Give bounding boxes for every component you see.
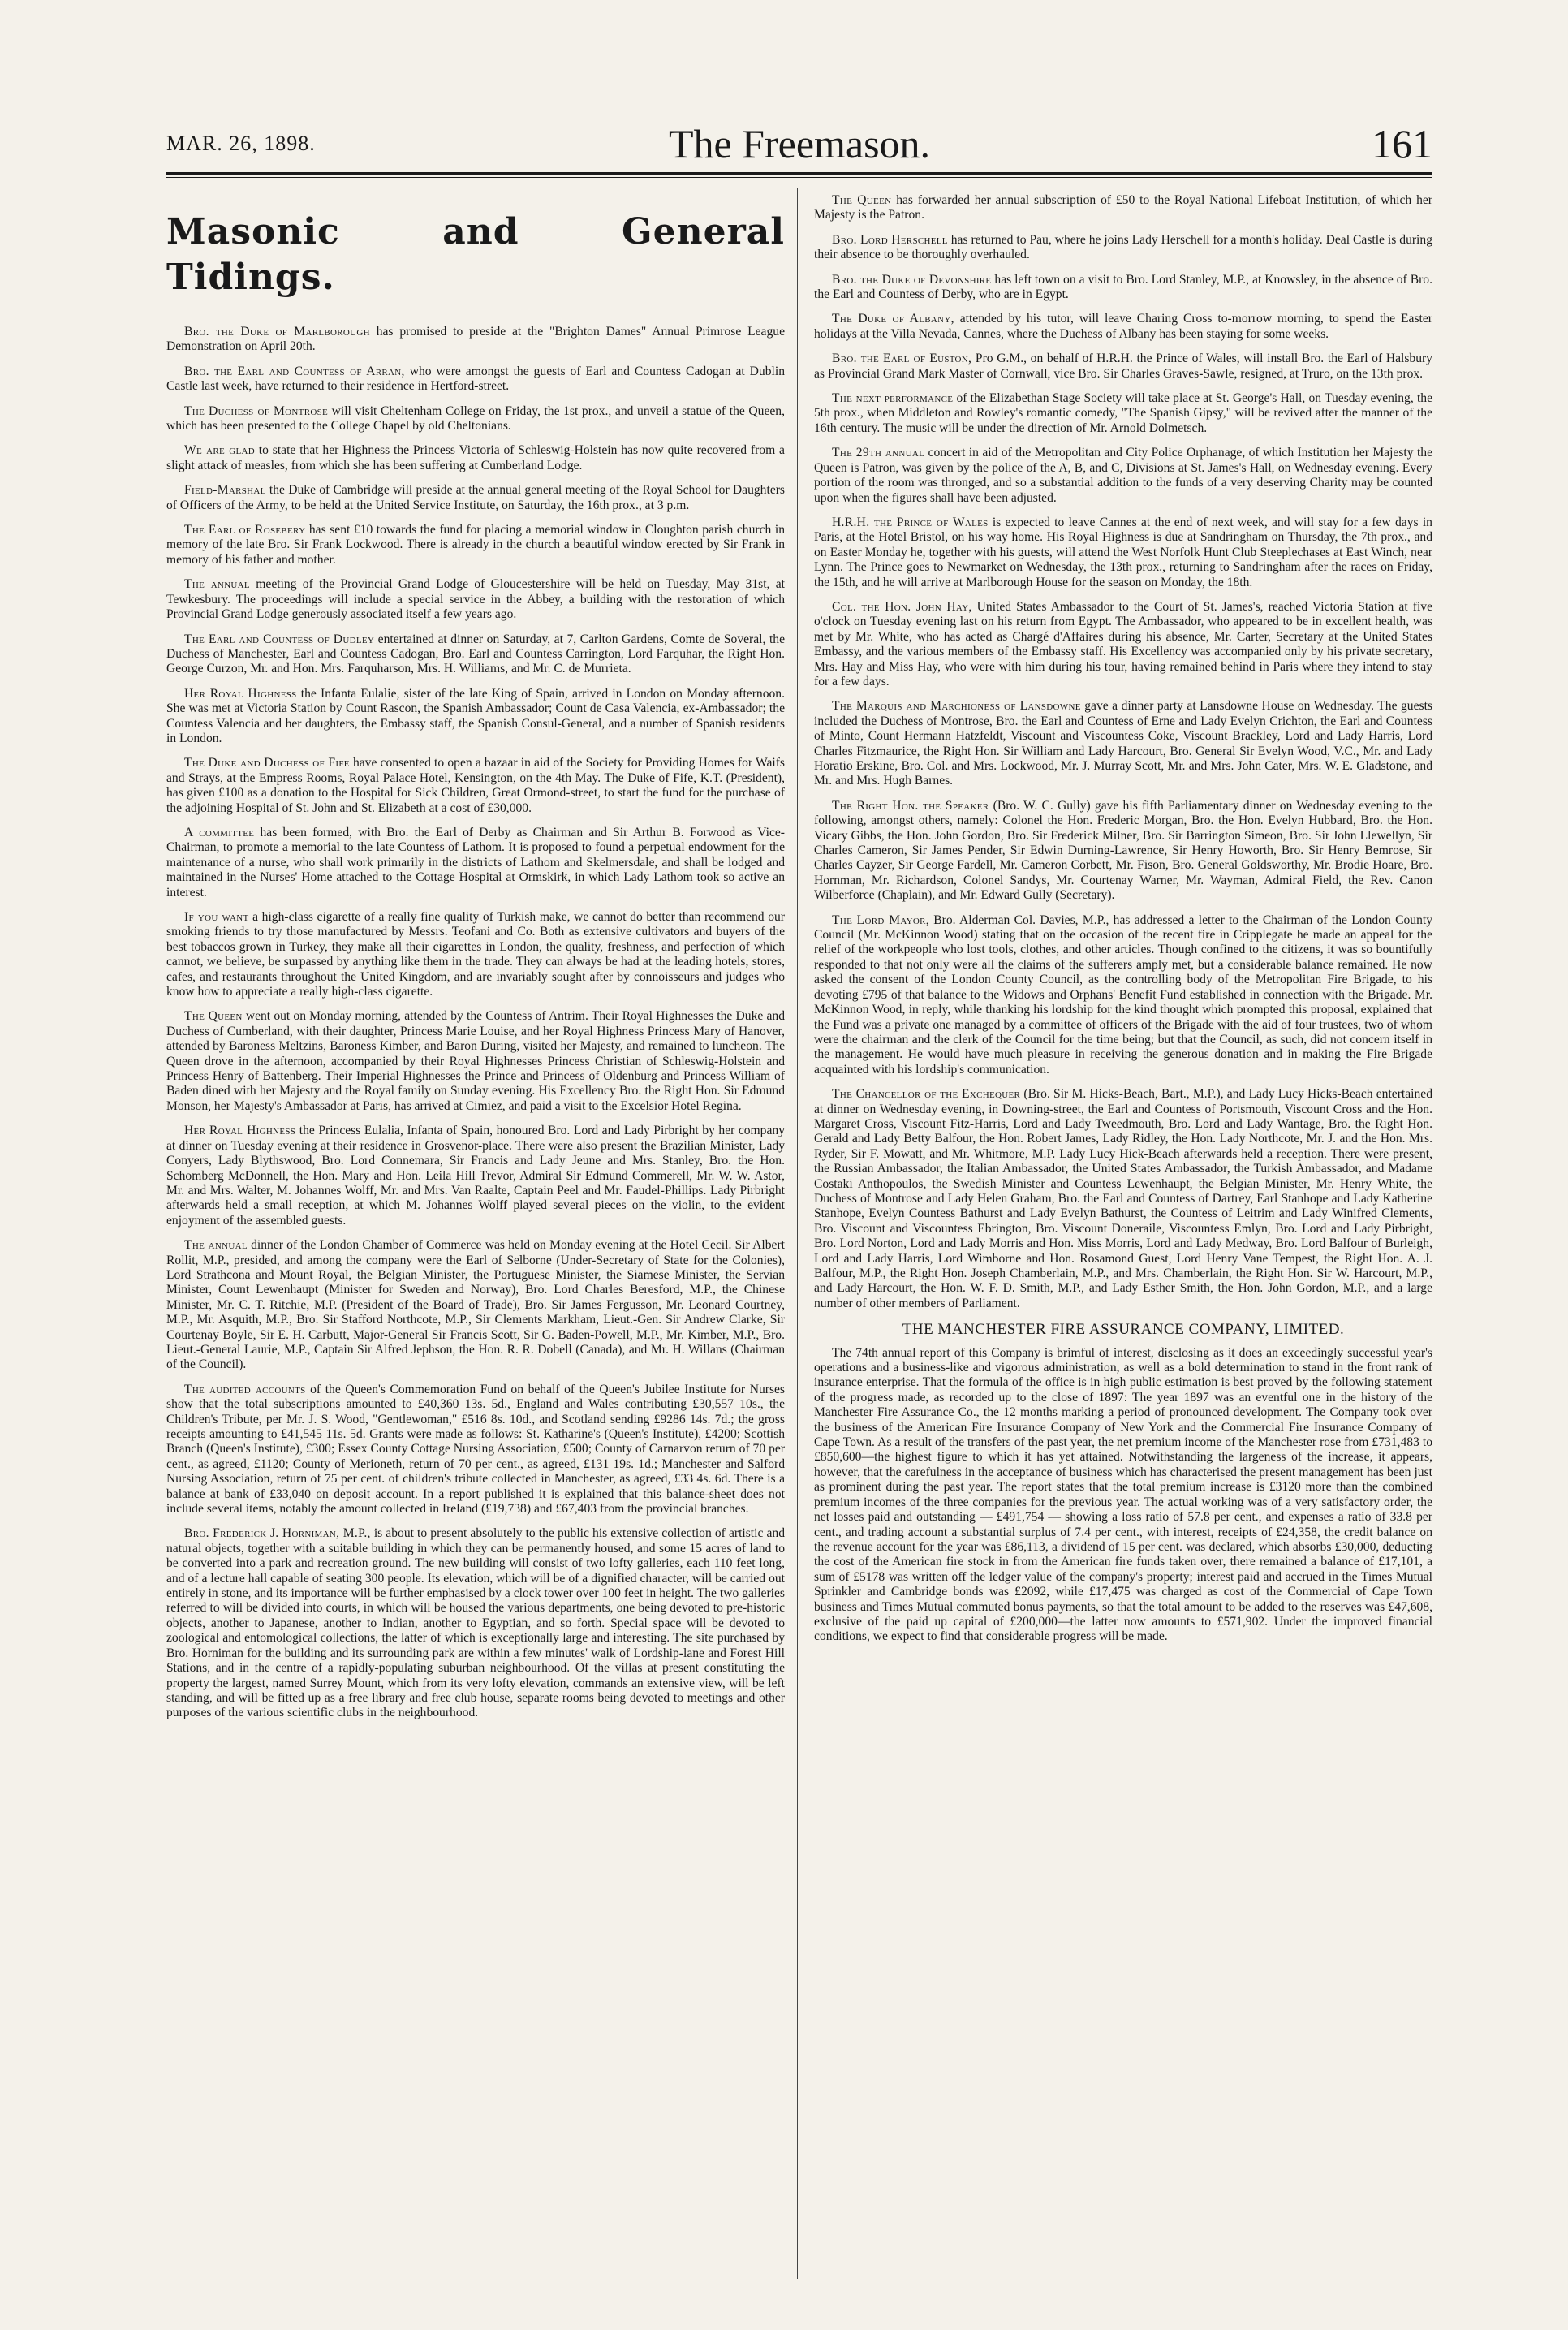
news-item bbox=[166, 910, 785, 999]
header-rule-thin bbox=[166, 177, 1432, 178]
news-item-lead: The Queen bbox=[832, 193, 892, 207]
news-item-lead: The Queen bbox=[184, 1009, 243, 1024]
news-item bbox=[166, 483, 785, 513]
left-column bbox=[166, 193, 785, 1731]
news-item-lead: The next performance bbox=[832, 391, 954, 406]
news-item-lead: Bro. Frederick J. Horniman, M.P., bbox=[184, 1526, 371, 1541]
news-item bbox=[814, 312, 1432, 342]
news-item bbox=[166, 756, 785, 816]
publication-title: The Freemason. bbox=[668, 121, 931, 166]
news-item bbox=[166, 826, 785, 900]
news-item bbox=[814, 233, 1432, 263]
news-item-body: Bro. Alderman Col. Davies, M.P., has addressed a letter to the Chairman of the London County Council (Mr. McKinnon Wood) stating that on the occasion of the recent fire in Cripplegate he made an appeal for the relief of the workpeople who lost tools, clothes, and other articles. Though confined to the citizens, it was so bountifully responded to that not only were all the claims of the sufferers amply met, but a considerable balance remained. He now asked the consent of the London County Council, as the controlling body of the Metropolitan Fire Brigade, to his devoting £795 of that balance to the Widows and Orphans' Benefit Fund established in connection with the Brigade. Mr. McKinnon Wood, in reply, while thanking his lordship for the kind thought which prompted this proposal, explained that the Fund was a private one managed by a committee of officers of the Brigade with the aid of four trustees, two of whom were the chairman and the clerk of the Council for the time being; but that the Council, as such, did not concern itself in the management. He would have much pleasure in receiving the generous donation and in making the Fire Brigade acquainted with his lordship's communication. bbox=[814, 913, 1432, 1077]
news-item bbox=[166, 325, 785, 355]
news-item bbox=[166, 1383, 785, 1517]
company-report-paragraph: The 74th annual report of this Company is brimful of interest, disclosing as it does an exceedingly successful year's operations and a business-like and vigorous administration, as well as a bold determination to stand in the front rank of insurance enterprise. That the formula of the office is in high public estimation is best proved by the following statement of the progress made, as recorded up to the close of 1897: The year 1897 was an eventful one in the history of the Manchester Fire Assurance Co., the 12 months marking a period of pronounced development. The Company took over the business of the American Fire Insurance Company of New York and the Commercial Fire Insurance Company of Cape Town. As a result of the transfers of the past year, the net premium income of the Manchester rose from £731,483 to £850,600—the highest figure to which it has yet attained. Notwithstanding the largeness of the increase, it appears, however, that the carefulness in the acceptance of business which has characterised the present management has been just as prominent during the past year. The report states that the total premium increase is £3120 more than the combined premium incomes of the three companies for the previous year. The actual working was of a very satisfactory order, the net losses paid and outstanding — £491,754 — showing a loss ratio of 57.8 per cent., and expenses a ratio of 33.8 per cent., and trading account a substantial surplus of 7.4 per cent., with interest, receipts of £24,358, the credit balance on the revenue account for the year was £86,113, a dividend of 15 per cent. was declared, which absorbs £30,000, deducting the cost of the American fire stock in from the American fire funds taken over, there remained a balance of £17,101, a sum of £5178 was written off the ledger value of the company's property; interest paid and accrued in the Times Mutual Sprinkler and Cambridge bonds was £2092, while £17,475 was charged as cost of the Commercial of Cape Town business and Times Mutual commuted bonus payments, so that the total amount to be added to the reserves was £47,608, exclusive of the paid up capital of £200,000—the latter now amounts to £571,902. Under the improved financial conditions, we expect to find that considerable progress will be made. bbox=[814, 1345, 1432, 1644]
news-item bbox=[814, 1087, 1432, 1311]
news-item-body: has forwarded her annual subscription of £50 to the Royal National Lifeboat Institution, of which her Majesty is the Patron. bbox=[814, 193, 1432, 222]
news-item-body: has promised to preside at the "Brighton Dames" Annual Primrose League Demonstration on April 20th. bbox=[166, 325, 785, 354]
news-item-lead: The annual bbox=[184, 577, 250, 592]
news-item-body: the Duke of Cambridge will preside at the annual general meeting of the Royal School for Daughters of Officers of the Army, to be held at the United Service Institute, on Saturday, the 16th prox., at 3 p.m. bbox=[166, 483, 785, 512]
news-item-lead: Bro. Lord Herschell bbox=[832, 232, 948, 247]
news-item-lead: The Duchess of Montrose bbox=[184, 403, 329, 418]
news-item-body: of the Elizabethan Stage Society will take place at St. George's Hall, on Tuesday evening, the 5th prox., when Middleton and Rowley's romantic comedy, "The Spanish Gipsy," will be revived after the manner of the 16th century. The music will be under the direction of Mr. Arnold Dolmetsch. bbox=[814, 391, 1432, 435]
news-item bbox=[814, 352, 1432, 382]
news-item bbox=[814, 799, 1432, 904]
news-item-lead: Bro. the Earl and Countess of Arran, bbox=[184, 364, 405, 378]
news-item-body: is about to present absolutely to the public his extensive collection of artistic and natural objects, together with a suitable building in which they can be permanently housed, and some 15 acres of land to be converted into a park and recreation ground. The new building will consist of two lofty galleries, each 110 feet long, and of a lecture hall capable of seating 300 people. Its elevation, which will be of a dignified character, will be carried out entirely in stone, and its importance will be further emphasised by a clock tower over 100 feet in height. The two galleries referred to will be divided into courts, in which will be housed the various departments, one being devoted to pre-historic objects, another to Japanese, another to Indian, another to Egyptian, and so forth. Special space will be devoted to zoological and entomological collections, the latter of which is exceptionally large and interesting. The site purchased by Bro. Horniman for the building and its surrounding park are within a few minutes' walk of Lordship-lane and Forest Hill Stations, and in the centre of a rapidly-populating suburban neighbourhood. Of the villas at present constituting the property the largest, named Surrey Mount, which from its very lofty elevation, commands an extensive view, will be left standing, and will be fitted up as a free library and free club house, separate rooms being devoted to meetings and other purposes of the various scientific clubs in the neighbourhood. bbox=[166, 1526, 785, 1720]
news-item-lead: The Earl and Countess of Dudley bbox=[184, 632, 375, 646]
news-item-lead: Col. the Hon. John Hay, bbox=[832, 599, 972, 614]
news-item-body: concert in aid of the Metropolitan and City Police Orphanage, of which Institution her Majesty the Queen is Patron, was given by the police of the A, B, and C, Divisions at St. James's Hall, on Wednesday evening. Every portion of the room was thronged, and so a substantial addition to the funds of a very deserving Charity may be counted upon when the figures shall have been adjusted. bbox=[814, 446, 1432, 505]
news-item-body: dinner of the London Chamber of Commerce was held on Monday evening at the Hotel Cecil. Sir Albert Rollit, M.P., presided, and among the company were the Earl of Selborne (Under-Secretary of State for the Colonies), Lord Strathcona and Mount Royal, the Belgian Minister, the Portuguese Minister, the Siamese Minister, the Servian Minister, Count Lewenhaupt (Minister for Sweden and Norway), Bro. Lord Charles Beresford, M.P., the Chinese Minister, Mr. C. T. Ritchie, M.P. (President of the Board of Trade), Bro. Sir James Fergusson, Mr. Leonard Courtney, M.P., Mr. Asquith, M.P., Bro. Sir Stafford Northcote, M.P., Sir Clements Markham, Lieut.-Gen. Sir Andrew Clarke, Sir Courtenay Boyle, Sir E. H. Carbutt, Major-General Sir Francis Scott, Sir G. Baden-Powell, M.P., Mr. Kimber, M.P., Bro. Lieut.-General Laurie, M.P., Captain Sir Alfred Jephson, the Hon. R. R. Dobell (Canada), and Mr. H. Willans (Chairman of the Council). bbox=[166, 1238, 785, 1372]
news-item bbox=[814, 913, 1432, 1077]
news-item-lead: Bro. the Earl of Euston, bbox=[832, 352, 972, 366]
news-item bbox=[814, 600, 1432, 689]
news-item-lead: Field-Marshal bbox=[184, 483, 266, 498]
news-item-body: (Bro. W. C. Gully) gave his fifth Parliamentary dinner on Wednesday evening to the following, amongst others, namely: Colonel the Hon. Frederic Morgan, Bro. the Hon. Evelyn Hubbard, Bro. the Hon. Vicary Gibbs, the Hon. John Gordon, Bro. Sir Frederick Milner, Bro. Sir Barrington Simeon, Bro. Sir John Llewellyn, Sir Charles Cameron, Sir James Pender, Sir Edwin Durning-Lawrence, Sir Henry Howorth, Bro. Sir Henry Bemrose, Sir Charles Cayzer, Sir George Fardell, Mr. Cameron Corbett, Mr. Fison, Bro. General Goldsworthy, Mr. Brodie Hoare, Bro. Hornman, Mr. Richardson, Colonel Sandys, Mr. Courtenay Warner, Mr. Wayman, Admiral Field, the Rev. Canon Wilberforce (Chaplain), and Mr. Edward Gully (Secretary). bbox=[814, 798, 1432, 903]
news-item-body: has been formed, with Bro. the Earl of Derby as Chairman and Sir Arthur B. Forwood as Vice-Chairman, to promote a memorial to the late Countess of Lathom. It is proposed to found a perpetual endowment for the maintenance of a nurse, who shall work primarily in the districts of Lathom and Skelmersdale, and shall be lodged and maintained in the Nurses' Home attached to the Cottage Hospital at Ormskirk, in which Lady Lathom took so active an interest. bbox=[166, 825, 785, 900]
news-item-body: has sent £10 towards the fund for placing a memorial window in Cloughton parish church in memory of the late Bro. Sir Frank Lockwood. There is already in the church a beautiful window erected by Sir Frank in memory of his father and mother. bbox=[166, 523, 785, 567]
right-column-articles bbox=[814, 193, 1432, 1311]
news-item-body: have consented to open a bazaar in aid of the Society for Providing Homes for Waifs and Strays, at the Empress Rooms, Royal Palace Hotel, Kensington, on the 4th May. The Duke of Fife, K.T. (President), has given £100 as a donation to the Hospital for Sick Children, Great Ormond-street, to start the fund for the purchase of the adjoining Hospital of St. John and St. Elizabeth at a cost of £30,000. bbox=[166, 756, 785, 815]
news-item-lead: The Earl of Rosebery bbox=[184, 523, 306, 537]
news-item bbox=[814, 391, 1432, 436]
page-number: 161 bbox=[1372, 121, 1432, 166]
news-item-body: Pro G.M., on behalf of H.R.H. the Prince of Wales, will install Bro. the Earl of Halsbury as Provincial Grand Mark Master of Cornwall, vice Bro. Sir Charles Graves-Sawle, resigned, at Truro, on the 13th prox. bbox=[814, 352, 1432, 381]
news-item bbox=[814, 446, 1432, 506]
news-item bbox=[814, 516, 1432, 590]
news-item-lead: The annual bbox=[184, 1238, 248, 1253]
news-item-lead: The Duke of Albany, bbox=[832, 312, 954, 326]
news-item-lead: The audited accounts bbox=[184, 1382, 306, 1396]
news-item bbox=[166, 632, 785, 677]
news-item bbox=[814, 193, 1432, 223]
news-item-lead: If you want bbox=[184, 910, 249, 924]
news-item-body: the Infanta Eulalie, sister of the late King of Spain, arrived in London on Monday afternoon. She was met at Victoria Station by Count Rascon, the Spanish Ambassador; Count de Casa Valencia, ex-Ambassador; the Countess Valencia and her daughters, the Embassy staff, the Spanish Consul-General, and a number of Spanish residents in London. bbox=[166, 686, 785, 745]
news-item-body: went out on Monday morning, attended by the Countess of Antrim. Their Royal Highnesses the Duke and Duchess of Cumberland, with their daughter, Princess Marie Louise, and her Royal Highness Princess Mary of Hanover, attended by Baroness Meltzins, Baroness Kimber, and Baron During, visited her Majesty, and remained to luncheon. The Queen drove in the afternoon, accompanied by their Royal Highnesses Princess Christian of Schleswig-Holstein and Princess Henry of Battenberg. Their Imperial Highnesses the Prince and Princess of Oldenburg and Princess William of Baden dined with her Majesty and the Royal family on Sunday evening. His Excellency Bro. the Right Hon. Sir Edmund Monson, her Majesty's Ambassador at Paris, has arrived at Cimiez, and paid a visit to the Excelsior Hotel Regina. bbox=[166, 1009, 785, 1113]
left-column-articles bbox=[166, 325, 785, 1721]
news-item bbox=[166, 1124, 785, 1228]
news-item-body: of the Queen's Commemoration Fund on behalf of the Queen's Jubilee Institute for Nurses show that the total subscriptions amounted to £40,360 13s. 5d., England and Wales contributing £30,557 10s., the Children's Tribute, per Mr. J. S. Wood, "Gentlewoman," £516 8s. 10d., and Scotland sending £9286 14s. 7d.; the gross receipts amounting to £41,545 11s. 5d. Grants were made as follows: St. Katharine's (Queen's Institute), £4200; Scottish Branch (Queen's Institute), £300; Essex County Cottage Nursing Association, £500; County of Carnarvon return of 70 per cent., as agreed, £1120; County of Merioneth, return of 70 per cent., as agreed, £131 19s. 1d.; Manchester and Salford Nursing Association, return of 75 per cent. of children's tribute collected in Manchester, as agreed, £33 4s. 6d. There is a balance at bank of £33,040 on deposit account. In a report published it is explained that this balance-sheet does not include several items, notably the amount collected in Ireland (£19,738) and £67,403 from the provincial branches. bbox=[166, 1382, 786, 1517]
news-item-body: has returned to Pau, where he joins Lady Herschell for a month's holiday. Deal Castle is during their absence to be thoroughly overhauled. bbox=[814, 232, 1432, 262]
news-item-body: meeting of the Provincial Grand Lodge of Gloucestershire will be held on Tuesday, May 31st, at Tewkesbury. The proceedings will include a special service in the Abbey, a building with the restoration of which Provincial Grand Lodge generously associated itself a few years ago. bbox=[166, 577, 785, 622]
news-item-lead: We are glad bbox=[184, 443, 255, 458]
news-item-body: gave a dinner party at Lansdowne House on Wednesday. The guests included the Duchess of Montrose, Bro. the Earl and Countess of Erne and Lady Evelyn Crichton, the Earl and Countess of Minto, Count Hermann Hatzfeldt, Viscount and Viscountess Coke, Viscount Brackley, Lord and Lady Harris, Lord Charles Fitzmaurice, the Right Hon. Sir William and Lady Harcourt, Bro. General Sir Evelyn Wood, V.C., Mr. and Lady Horatio Erskine, Bro. Col. and Mrs. Lockwood, Mr. J. Murray Scott, Mr. and Mrs. John Cater, Mrs. W. E. Gladstone, and Mr. and Mrs. Hugh Barnes. bbox=[814, 699, 1432, 788]
news-item bbox=[166, 1009, 785, 1114]
news-item-body: is expected to leave Cannes at the end of next week, and will stay for a few days in Paris, at the Hotel Bristol, on his way home. His Royal Highness is due at Sandringham on Thursday, the 7th prox., and on Easter Monday he, together with his guests, will attend the West Norfolk Hunt Club Steeplechases at East Winch, near Lynn. The Prince goes to Newmarket on Wednesday, the 13th prox., returning to Sandringham after the races on Friday, the 15th, and he will arrive at Marlborough House for the season on Monday, the 18th. bbox=[814, 515, 1432, 589]
news-item bbox=[166, 687, 785, 747]
news-item-lead: Her Royal Highness bbox=[184, 1124, 296, 1138]
section-title: Masonic and General Tidings. bbox=[166, 211, 785, 298]
news-item bbox=[166, 523, 785, 567]
issue-date: MAR. 26, 1898. bbox=[166, 132, 316, 155]
news-item-lead: The Right Hon. the Speaker bbox=[832, 798, 989, 813]
header-rule-thick bbox=[166, 172, 1432, 175]
news-item-body: a high-class cigarette of a really fine quality of Turkish make, we cannot do better than recommend our smoking friends to try those manufactured by Messrs. Teofani and Co. Both as extensive cultivators and buyers of the best tobaccos grown in Turkey, they make all their cigarettes in London, the quality, freshness, and perfection of which cannot, we believe, be surpassed by anything like them in the trade. They can always be had at the leading hotels, stores, cafes, and restaurants throughout the United Kingdom, and are invariably sought after by connoisseurs and judges who know how to appreciate a really high-class cigarette. bbox=[166, 910, 786, 999]
news-item-lead: Bro. the Duke of Devonshire bbox=[832, 272, 992, 287]
news-item-lead: The 29th annual bbox=[832, 446, 925, 460]
column-divider bbox=[797, 188, 798, 2279]
news-item-body: United States Ambassador to the Court of St. James's, reached Victoria Station at five o'clock on Tuesday evening last on his return from Egypt. The Ambassador, who appeared to be in excellent health, was met by Mr. White, who has acted as Chargé d'Affaires during his absence, Mr. Carter, Secretary at the United States Embassy, and the various members of the Embassy staff. His Excellency was accompanied only by his private secretary, Mrs. Hay and Miss Hay, who were with him during his tour, having remained behind in Paris where they intend to stay for a few days. bbox=[814, 599, 1432, 688]
news-item-lead: H.R.H. the Prince of Wales bbox=[832, 515, 989, 529]
news-item-body: (Bro. Sir M. Hicks-Beach, Bart., M.P.), and Lady Lucy Hicks-Beach entertained at dinner on Wednesday evening, in Downing-street, the Earl and Countess of Portsmouth, Viscount Cross and the Hon. Margaret Cross, Viscount Fitz-Harris, Lord and Lady Tweedmouth, Bro. Lord and Lady Wantage, Bro. the Right Hon. Gerald and Lady Betty Balfour, the Hon. Robert James, Lady Ridley, the Hon. Lady Northcote, Mr. J. and the Hon. Mrs. Ryder, Sir F. Mowatt, and Mr. Whitmore, M.P. Lady Lucy Hick-Beach afterwards held a reception. There were present, the Russian Ambassador, the Italian Ambassador, the United States Ambassador, the Turkish Ambassador, and Madame Costaki Anthopoulos, the Swedish Minister and Countess Lewenhaupt, the Belgian Minister, Mr. Henry White, the Duchess of Montrose and Lady Helen Graham, Bro. the Earl and Countess of Dartrey, Earl Stanhope and Lady Katherine Stanhope, Evelyn Countess Bathurst and Lady Evelyn Bathurst, the Countess of Leitrim and Lady Winifred Clements, Bro. Viscount and Viscountess Ebrington, Bro. Viscount Doneraile, Viscountess Emlyn, Bro. Lord and Lady Pirbright, Bro. Lord Norton, Lord and Lady Morris and Hon. Miss Morris, Lord and Lady Medway, Bro. Lord Balfour of Burleigh, Lord and Lady Harris, Lord Wimborne and Hon. Rosamond Guest, Lord Henry Vane Tempest, the Right Hon. A. J. Balfour, M.P., the Right Hon. Joseph Chamberlain, M.P., and Mrs. Chamberlain, the Right Hon. Sir W. Harcourt, M.P., and Lady Harcourt, the Hon. W. F. D. Smith, M.P., and Lady Esther Smith, the Hon. John Gordon, M.P., and a large number of other members of Parliament. bbox=[814, 1087, 1433, 1310]
news-item-lead: Her Royal Highness bbox=[184, 686, 297, 701]
news-item bbox=[166, 1526, 785, 1720]
news-item-body: to state that her Highness the Princess Victoria of Schleswig-Holstein has now quite recovered from a slight attack of measles, from which she has been suffering at Cumberland Lodge. bbox=[166, 443, 785, 472]
news-item bbox=[166, 443, 785, 473]
news-item bbox=[814, 273, 1432, 303]
news-item-lead: A committee bbox=[184, 825, 255, 839]
news-item-body: attended by his tutor, will leave Charing Cross to-morrow morning, to spend the Easter holidays at the Villa Nevada, Cannes, where the Duchess of Albany has been staying for some weeks. bbox=[814, 312, 1432, 341]
news-item bbox=[166, 577, 785, 622]
article-subhead: THE MANCHESTER FIRE ASSURANCE COMPANY, LIMITED. bbox=[902, 1321, 1345, 1339]
page-header bbox=[166, 120, 1432, 169]
news-item bbox=[814, 699, 1432, 788]
right-column bbox=[814, 193, 1432, 1655]
news-item-body: will visit Cheltenham College on Friday, the 1st prox., and unveil a statue of the Queen, which has been presented to the College Chapel by old Cheltonians. bbox=[166, 403, 785, 434]
news-item-lead: The Duke and Duchess of Fife bbox=[184, 756, 350, 770]
news-item-lead: The Marquis and Marchioness of Lansdowne bbox=[832, 699, 1081, 714]
news-item bbox=[166, 365, 785, 395]
news-item-body: entertained at dinner on Saturday, at 7, Carlton Gardens, Comte de Soveral, the Duchess of Manchester, Earl and Countess Cadogan, Bro. Earl and Countess Carrington, Lord Farquhar, the Right Hon. George Curzon, Mr. and Hon. Mrs. Farquharson, Mrs. H. Williams, and Mr. C. de Murrieta. bbox=[166, 632, 785, 676]
news-item bbox=[166, 1238, 785, 1373]
news-item-lead: The Lord Mayor, bbox=[832, 913, 929, 927]
news-item bbox=[166, 404, 785, 434]
news-item-body: the Princess Eulalia, Infanta of Spain, honoured Bro. Lord and Lady Pirbright by her company at dinner on Tuesday evening at their residence in Grosvenor-place. There were also present the Brazilian Minister, Lady Conyers, Lady Blythswood, Bro. Lord Connemara, Sir Francis and Lady Jeune and Mrs. Stanley, Bro. the Hon. Schomberg McDonnell, the Hon. Mary and Hon. Leila Hill Trevor, Admiral Sir Edmund Commerell, Mr. W. W. Astor, Mr. and Mrs. Walter, M. Johannes Wolff, Mr. and Mrs. Van Raalte, Captain Peel and Mr. Faudel-Phillips. Lady Pirbright afterwards held a small reception, at which M. Johannes Wolff played several pieces on the violin, to the evident enjoyment of the assembled guests. bbox=[166, 1124, 785, 1228]
news-item-lead: Bro. the Duke of Marlborough bbox=[184, 325, 370, 339]
news-item-body: who were amongst the guests of Earl and Countess Cadogan at Dublin Castle last week, have returned to their residence in Hertford-street. bbox=[166, 364, 785, 394]
news-item-lead: The Chancellor of the Exchequer bbox=[832, 1087, 1021, 1102]
news-item-body: has left town on a visit to Bro. Lord Stanley, M.P., at Knowsley, in the absence of Bro. the Earl and Countess of Derby, who are in Egypt. bbox=[814, 272, 1432, 302]
